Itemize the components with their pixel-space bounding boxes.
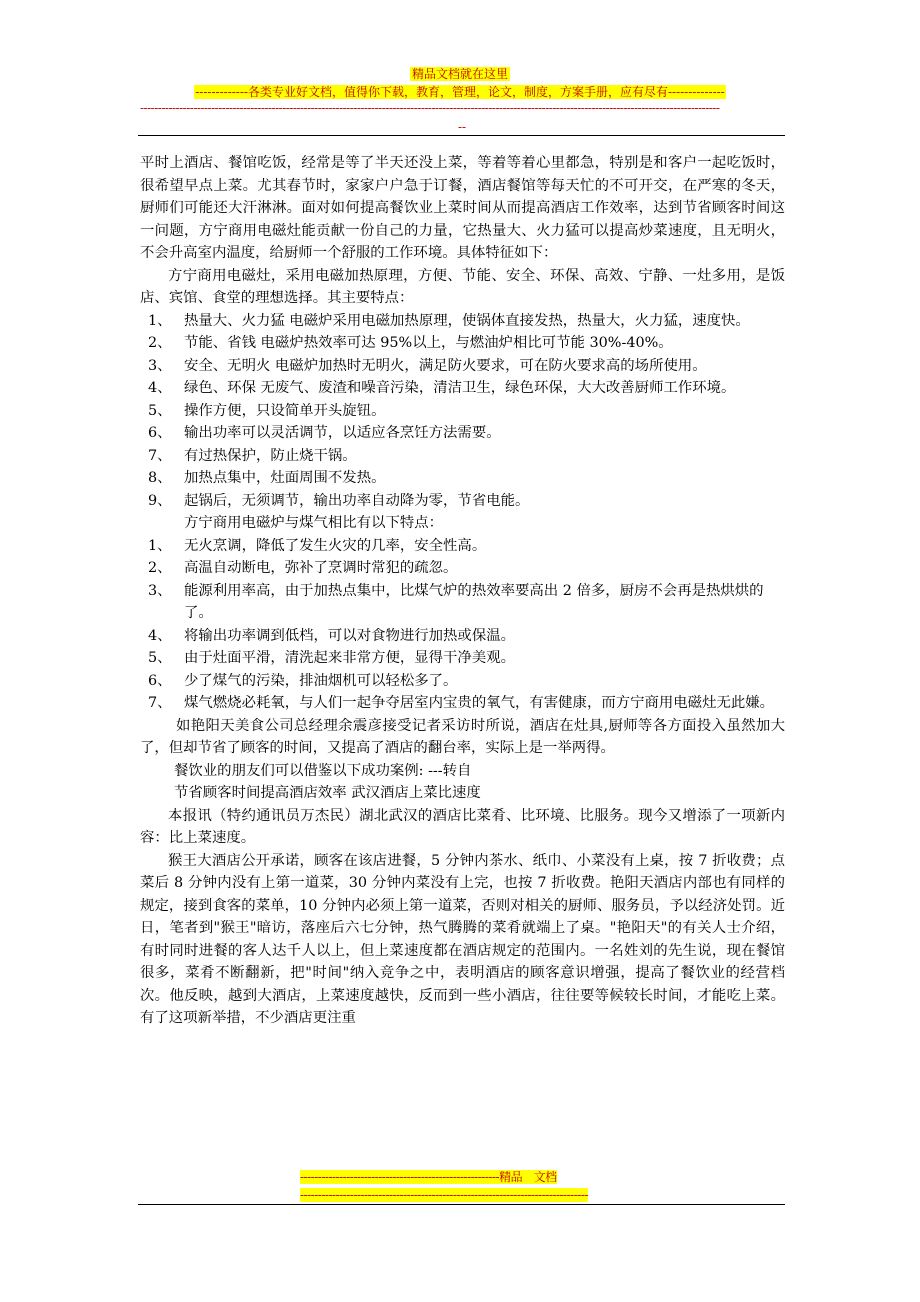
footer-line: --------------------------------------------------------精品 文档	[300, 1170, 557, 1184]
list-item: 8、 加热点集中，灶面周围不发热。	[148, 470, 386, 486]
list-item: 9、 起锅后，无须调节，输出功率自动降为零，节省电能。	[148, 492, 530, 509]
list-item: 2、 高温自动断电，弥补了烹调时常犯的疏忽。	[148, 560, 458, 576]
list-item: 7、 有过热保护，防止烧干锅。	[148, 447, 357, 464]
list-item: 1、 热量大、火力猛 电磁炉采用电磁加热原理，使锅体直接发热，热量大，火力猛，速度快。	[148, 312, 750, 329]
intro-paragraph: 平时上酒店、餐馆吃饭，经常是等了半天还没上菜，等着等着心里都急，特别是和客户一起吃饭时，很希望早点上菜。尤其春节时，家家户户急于订餐，酒店餐馆等每天忙的不可开交，在严寒的冬天，厨师们可能还大汗淋淋。面对如何提高餐饮业上菜时间从而提高酒店工作效率，达到节省顾客时间这一问题，方宁商用电磁灶能贡献一份自己的力量，它热量大、火力猛可以提高炒菜速度，且无明火，不会升高室内温度，给厨师一个舒服的工作环境。具体特征如下：	[140, 155, 785, 261]
list-item: 3、 能源利用率高，由于加热点集中，比煤气炉的热效率要高出 2 倍多，厨房不会再是热烘烘的了。	[148, 582, 764, 621]
compare-list	[140, 535, 785, 715]
footer-rule	[138, 1204, 785, 1205]
article-title: 节省顾客时间提高酒店效率 武汉酒店上菜比速度	[174, 785, 481, 801]
header-subtitle: -------------各类专业好文档，值得你下载，教育，管理，论文，制度，方案手册，应有尽有--------------	[195, 85, 725, 99]
list-item: 2、 节能、省钱 电磁炉热效率可达 95%以上，与燃油炉相比可节能 30%-40%。	[148, 335, 673, 351]
document-body	[140, 152, 785, 1030]
list-item: 6、 少了煤气的污染，排油烟机可以轻松多了。	[148, 672, 458, 689]
header-dash-line: -------------------------------------------------------------------------------------------------------------------------------------------------------------------	[140, 101, 720, 115]
list-item: 7、 煤气燃烧必耗氧，与人们一起争夺居室内宝贵的氧气，有害健康，而方宁商用电磁灶无此嫌。	[148, 695, 775, 711]
header-dash-line-2: --	[457, 120, 467, 134]
compare-heading: 方宁商用电磁炉与煤气相比有以下特点：	[184, 515, 444, 531]
feature-list	[140, 310, 785, 513]
case-intro: 餐饮业的朋友们可以借鉴以下成功案例: ---转自	[174, 762, 472, 779]
list-item: 5、 由于灶面平滑，清洗起来非常方便，显得干净美观。	[148, 650, 515, 666]
list-item: 4、 绿色、环保 无废气、废渣和噪音污染，清洁卫生，绿色环保，大大改善厨师工作环境。	[148, 380, 736, 396]
list-item: 4、 将输出功率调到低档，可以对食物进行加热或保温。	[148, 627, 515, 644]
article-paragraph: 本报讯（特约通讯员万杰民）湖北武汉的酒店比菜肴、比环境、比服务。现今又增添了一项新内容：比上菜速度。	[140, 807, 785, 846]
list-item: 6、 输出功率可以灵活调节，以适应各烹饪方法需要。	[148, 425, 501, 441]
quote-paragraph: 如艳阳天美食公司总经理余震彦接受记者采访时所说，酒店在灶具,厨师等各方面投入虽然加大了，但却节省了顾客的时间，又提高了酒店的翻台率，实际上是一举两得。	[140, 717, 785, 756]
header-rule	[138, 135, 785, 136]
list-item: 1、 无火烹调，降低了发生火灾的几率，安全性高。	[148, 537, 487, 554]
article-paragraph-2: 猴王大酒店公开承诺，顾客在该店进餐，5 分钟内茶水、纸巾、小菜没有上桌，按 7 折收费；点菜后 8 分钟内没有上第一道菜，30 分钟内菜没有上完，也按 7 折收费。艳阳天酒店内部也有同样的规定，接到食客的菜单，10 分钟内必须上第一道菜，否则对相关的厨师、服务员，予以经济处罚。近日，笔者到"猴王"暗访，落座后六七分钟，热气腾腾的菜肴就端上了桌。"艳阳天"的有关人士介绍，有时同时进餐的客人达千人以上，但上菜速度都在酒店规定的范围内。一名姓刘的先生说，现在餐馆很多，菜肴不断翻新，把"时间"纳入竞争之中，表明酒店的顾客意识增强，提高了餐饮业的经营档次。他反映，越到大酒店，上菜速度越快，反而到一些小酒店，往往要等候较长时间，才能吃上菜。有了这项新举措，不少酒店更注重	[140, 852, 785, 1026]
intro-paragraph-2: 方宁商用电磁灶，采用电磁加热原理，方便、节能、安全、环保、高效、宁静、一灶多用，是饭店、宾馆、食堂的理想选择。其主要特点：	[140, 267, 785, 306]
list-item: 5、 操作方便，只设简单开头旋钮。	[148, 402, 386, 419]
footer-dash-line: ---------------------------------------------------------------------------------	[300, 1188, 588, 1202]
list-item: 3、 安全、无明火 电磁炉加热时无明火，满足防火要求，可在防火要求高的场所使用。	[148, 357, 707, 374]
header-title: 精品文档就在这里	[411, 67, 508, 81]
